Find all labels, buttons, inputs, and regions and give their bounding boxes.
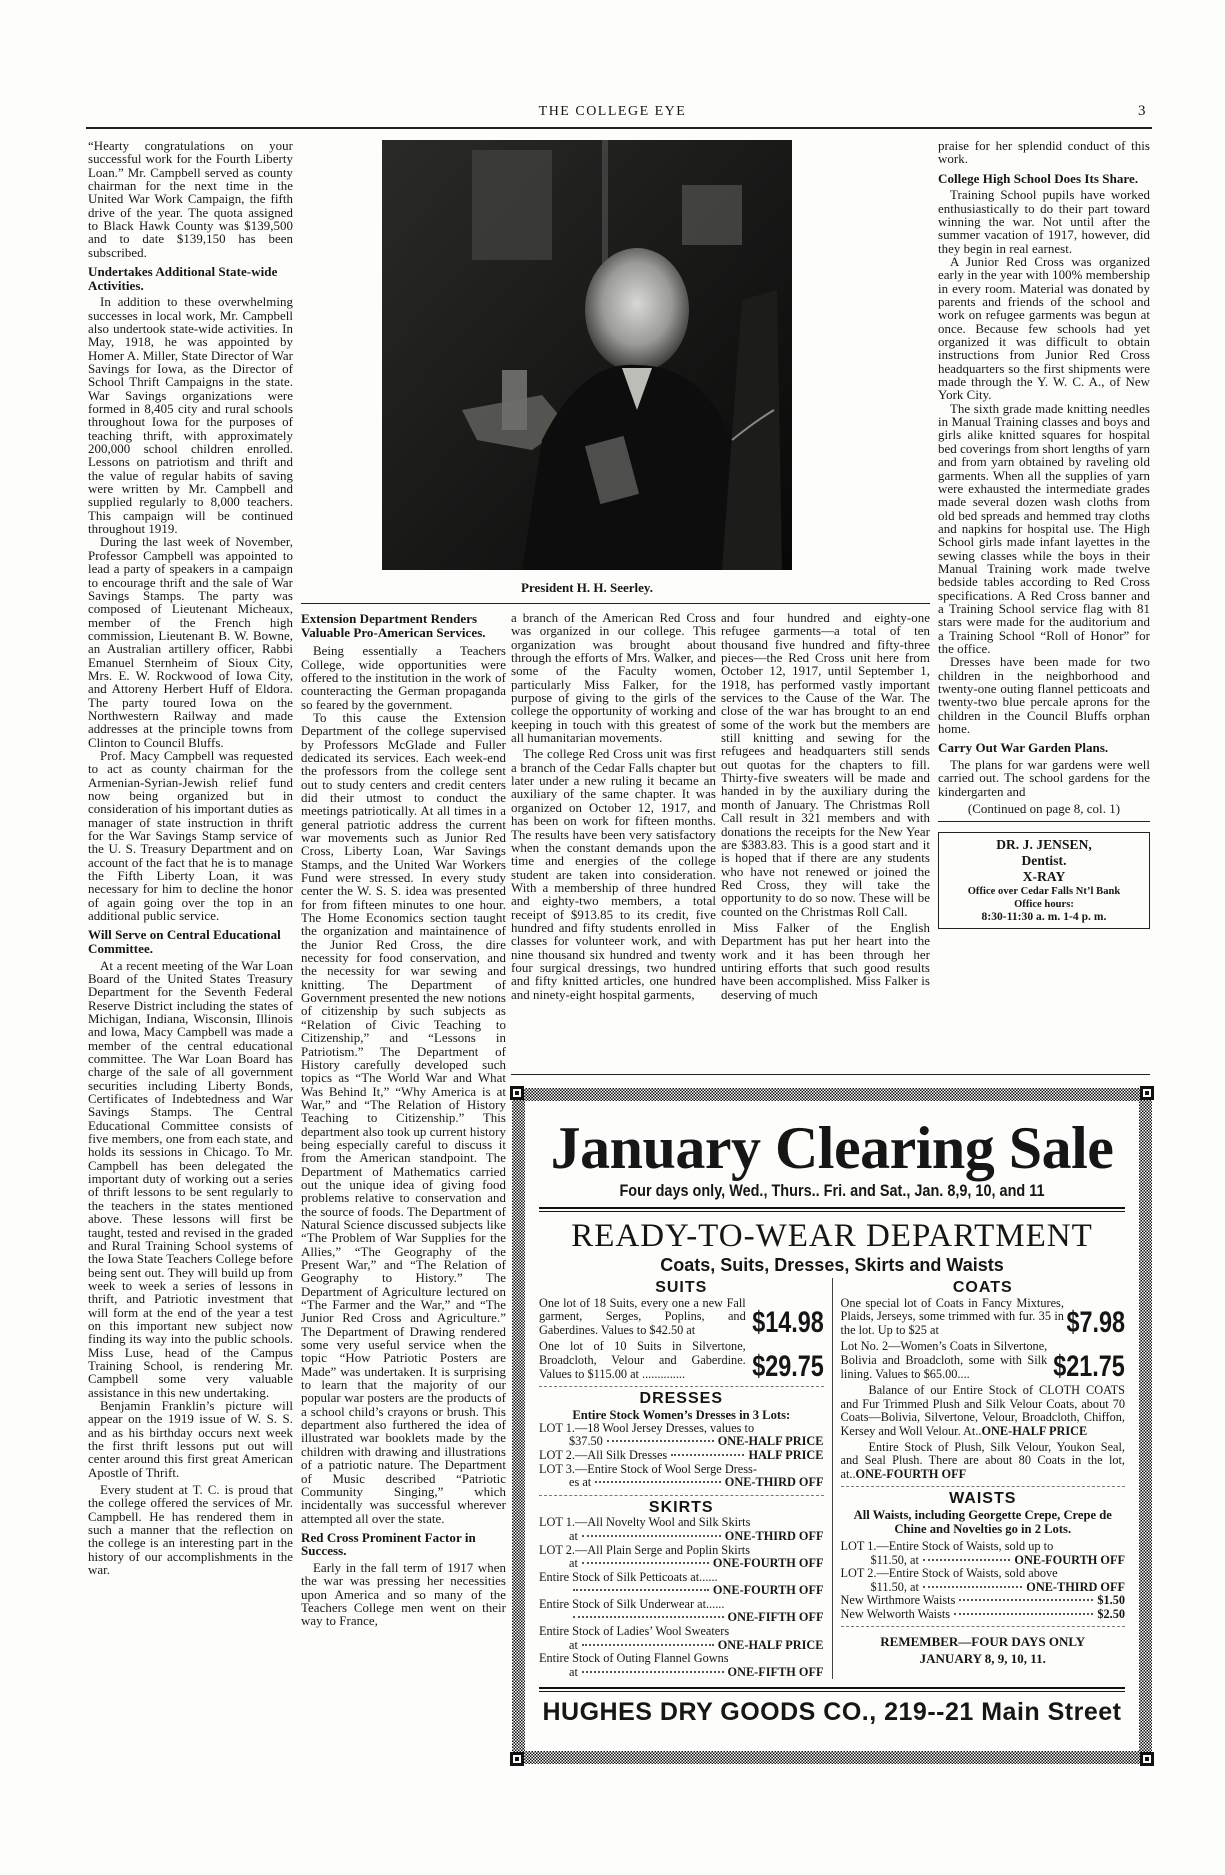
column-1 <box>88 140 293 1577</box>
suits-heading: SUITS <box>655 1279 708 1296</box>
ad-dates: Four days only, Wed., Thurs.. Fri. and Sat., Jan. 8,9, 10, and 11 <box>619 1181 1045 1200</box>
paragraph: Miss Falker of the English Department has put her heart into the work and it has been through her untiring efforts that such good results have been accomplished. Miss Falker is deserving of much <box>721 920 930 1002</box>
paragraph: The sixth grade made knitting needles in Manual Training classes and boys and girls alike knitted squares for hospital bed coverings from short lengths of yarn and from yarn obtained by raveling old garments. When all the supplies of yarn were exhausted the intermediate grades made several dozen wash cloths from old bed spreads and hemmed tray cloths and napkins for hospital use. The High School girls made infant layettes in the sewing classes while the boys in their Manual Training work made twelve bedside tables according to Red Cross specifications. A Red Cross banner and a Training School service flag with 81 stars were made for the auditorium and a Training School “Roll of Honor” for the office. <box>938 401 1150 656</box>
waist-lot: New Wirthmore Waists $1.50 <box>840 1593 1125 1608</box>
dentist-hours: 8:30-11:30 a. m. 1-4 p. m. <box>981 911 1107 924</box>
portrait-image <box>382 140 792 570</box>
dress-lot: LOT 1.—18 Wool Jersey Dresses, values to $37.50 ONE-HALF PRICE <box>539 1420 824 1449</box>
paragraph: “Hearty congratulations on your successful work for the Fourth Liberty Loan.” Mr. Campbell served as county chairman for the next time in the United War Work Campaign, the fifth drive of the year. The quota assigned to Black Hawk County was $139,500 and to date $139,150 has been subscribed. <box>88 139 293 260</box>
skirt-lot: Entire Stock of Silk Petticoats at...... ONE-FOURTH OFF <box>539 1569 824 1598</box>
paragraph: Being essentially a Teachers College, wide opportunities were offered to the institution in the work of counteracting the German propaganda so feared by the government. <box>301 644 506 712</box>
hughes-sale-ad <box>512 1088 1152 1764</box>
paragraph: Dresses have been made for two children in the neighborhood and twenty-one outing flannel petticoats and twenty-two blue percale aprons for the children in the Council Bluffs orphan home. <box>938 655 1150 737</box>
suit-offer: One lot of 18 Suits, every one a new Fall garment, Serges, Poplins, and Gaberdines. Values to $42.50 at $14.98 <box>539 1295 824 1340</box>
dresses-subheading: Entire Stock Women’s Dresses in 3 Lots: <box>572 1407 791 1422</box>
subheading: Undertakes Additional State-wide Activities. <box>88 264 278 293</box>
skirt-lot: LOT 1.—All Novelty Wool and Silk Skirts at ONE-THIRD OFF <box>539 1515 824 1543</box>
ad-left-column <box>539 1278 833 1679</box>
subheading: Will Serve on Central Educational Committee. <box>88 927 281 957</box>
corner-ornament-icon <box>510 1752 524 1766</box>
waist-lot: New Welworth Waists $2.50 <box>840 1606 1125 1621</box>
waists-heading: WAISTS <box>949 1490 1017 1508</box>
dress-lot: LOT 3.—Entire Stock of Wool Serge Dress- es at ONE-THIRD OFF <box>539 1461 824 1490</box>
paragraph: During the last week of November, Professor Campbell was appointed to lead a party of speakers in a campaign to encourage thrift and the sale of War Savings Stamps. The party was composed of Lieutenant Micheaux, member of the French high commission, Lieutenant B. W. Bowne, an Australian artillery officer, Rabbi Emanuel Sternheim of Sioux City, Mrs. E. W. Rockwood of Iowa City, and Attoreny Herbert Huff of Eldora. The party toured Iowa on the Northwestern Railway and made addresses at the principle towns from Clinton to Council Bluffs. <box>88 535 293 750</box>
store-name-address: HUGHES DRY GOODS CO., 219--21 Main Street <box>542 1698 1122 1727</box>
suit-offer: One lot of 10 Suits in Silvertone, Broadcloth, Velour and Gaberdine. Values to $115.00 at .............. $29.75 <box>539 1339 824 1384</box>
paragraph: praise for her splendid conduct of this work. <box>938 139 1150 167</box>
subheading: Extension Department Renders Valuable Pro-American Services. <box>301 611 486 640</box>
coat-offer: Balance of our Entire Stock of CLOTH COATS and Fur Trimmed Plush and Silk Velour Coats, about 70 Coats—Bolivia, Silvertone, Velour, Broadcloth, Chiffon, Kersey and Woll Velour. At..ONE-HALF PRICE <box>840 1383 1125 1438</box>
coats-heading: COATS <box>952 1279 1013 1296</box>
paragraph: The plans for war gardens were well carried out. The school gardens for the kindergarten and <box>938 757 1150 799</box>
skirt-lot: LOT 2.—All Plain Serge and Poplin Skirts at ONE-FOURTH OFF <box>539 1542 824 1571</box>
paragraph: To this cause the Extension Department of the college supervised by Professors McGlade and Fuller dedicated its services. Each week-end the professors from the college sent out to study centers and credit centers did their utmost to conduct the meetings patriotically. At all times in a general patriotic address the current war movements such as Junior Red Cross, Liberty Loan, War Savings Stamps, and the United War Workers Fund were stressed. In every study center the W. S. S. idea was presented for from fifteen minutes to one hour. The Home Economics section taught the organization and maintainence of the Junior Red Cross, the dire necessity for food conservation, and the necessity for war sewing and knitting. The Department of Government presented the new notions of citizenship by such subjects as “Relation of Civic Teaching to Citizenship,” and “Lessons in Patriotism.” The Department of History carefully developed such topics as “The World War and What Was Behind It,” “Why America is at War,” and “The Relation of History Teaching to Citizenship.” This department also took up current history being especially careful to discuss it from the American standpoint. The Department of Mathematics carried out the unique idea of giving food problems relative to conservation and the source of foods. The Department of Natural Science discussed subjects like “The Problem of War Supplies for the Allies,” “The Geography of the Present War,” and “The Relation of Geography to History.” The Department of Agriculture lectured on “The Farmer and the War,” and “The Junior Red Cross and Agriculture.” The Department of Drawing rendered some very useful service when the topic “How Patriotic Posters are Made” was undertaken. It is surprising to learn that the majority of our popular war posters are the products of a school child’s crayons or brush. This department also furthered the idea of illustrated war booklets made by the children with drawing and illustrations of a patriotic nature. The Department of Music described “Patriotic Community Singing,” which incidentally was successful wherever attempted all over the state. <box>301 710 506 1526</box>
header-rule <box>86 127 1152 129</box>
paragraph: A Junior Red Cross was organized early in the year with 100% membership in every room. Material was donated by parents and friends of the school and work on refugee garments was begun at once. Because few schools had yet organized it was difficult to obtain instructions from Junior Red Cross headquarters so the first shipments were made through the Y. W. C. A., of New York City. <box>938 255 1150 403</box>
ad-title: January Clearing Sale <box>550 1115 1114 1181</box>
page-number: 3 <box>1138 103 1146 119</box>
dentist-xray: X-RAY <box>1022 869 1066 885</box>
portrait-photo <box>382 140 792 570</box>
paragraph: In addition to these overwhelming successes in local work, Mr. Campbell also undertook state-wide activities. In May, 1918, he was appointed by Homer A. Miller, State Director of War Savings for Iowa, as the Director of School Thrift Campaigns in the state. War Savings organizations were formed in 8,405 city and rural schools throughout Iowa for the purposes of teaching thrift, with approximately 200,000 school children enrolled. Lessons on patriotism and thrift and the value of regular habits of saving were written by Mr. Campbell and supplied regularly to 8,000 teachers. This campaign will be continued throughout 1919. <box>88 295 293 537</box>
dentist-ad <box>938 832 1150 929</box>
ad-department: READY-TO-WEAR DEPARTMENT <box>571 1218 1093 1254</box>
remember-note: REMEMBER—FOUR DAYS ONLY JANUARY 8, 9, 10, 11. <box>880 1634 1086 1667</box>
dentist-name: DR. J. JENSEN, <box>996 837 1092 853</box>
corner-ornament-icon <box>1140 1752 1154 1766</box>
paragraph: At a recent meeting of the War Loan Board of the United States Treasury Department for the Seventh Federal Reserve District including the states of Michigan, Indiana, Wisconsin, Illinois and Iowa, Macy Campbell was made a member of the central educational committee. The War Loan Board has charge of the sale of all government securities including Liberty Bonds, Certificates of Indebtedness and War Savings Stamps. The Central Educational Committee consists of five members, one from each state, and holds its sessions in Chicago. To Mr. Campbell has been delegated the important duty of working out a series of thrift lessons to be sent regularly to the teachers in the states mentioned above. These lessons will first be taught, tested and revised in the graded and Rural Training School systems of the Iowa State Teachers College before being sent out. They will build up from week to week a series of lessons in thrift, and Patriotic investment that will form at the end of the year a test on this important new subject now finding its way into the public schools. Miss Luse, head of the Campus Training School, is rendering Mr. Campbell some very valuable assistance in this new undertaking. <box>88 958 293 1400</box>
coat-offer: One special lot of Coats in Fancy Mixtures, Plaids, Jerseys, some trimmed with fur. 35 in the lot. Up to $25 at $7.98 <box>840 1295 1125 1340</box>
corner-ornament-icon <box>510 1086 524 1100</box>
paragraph: Training School pupils have worked enthusiastically to do their part toward winning the war. Not until after the summer vacation of 1917, however, did they begin in real earnest. <box>938 188 1150 256</box>
masthead-title: THE COLLEGE EYE <box>538 104 687 119</box>
paragraph: and four hundred and eighty-one refugee garments—a total of ten thousand five hundred and fifty-three pieces—the Red Cross unit here from October 12, 1917, until September 1, 1918, has performed vastly important services to the Cause of the War. The close of the war has brought to an end some of the work but the members are still knitting and sewing for the refugees and headquarters still sends out quotas for the chapters to fill. Thirty-five sweaters will be made and handed in by the auxiliary during the month of January. The Christmas Roll Call result in 321 members and with donations the receipts for the New Year are $383.83. This is a good start and it is hoped that if there are any students who have not renewed or joined the Red Cross, they will take the opportunity to do so now. These will be counted on the Christmas Roll Call. <box>721 611 930 919</box>
paragraph: Prof. Macy Campbell was requested to act as county chairman for the Armenian-Syrian-Jewish relief fund now being organized but in consideration of his important duties as manager of state instruction in thrift for the War Savings Stamp service of the U. S. Treasury Department and on account of the fact that he is to manage the Fifth Liberty Loan, it was necessary for him to decline the honor of again going over the top in an additional public service. <box>88 748 293 924</box>
skirt-lot: Entire Stock of Ladies’ Wool Sweaters at ONE-HALF PRICE <box>539 1624 824 1652</box>
dress-lot: LOT 2.—All Silk Dresses HALF PRICE <box>539 1447 824 1462</box>
coat-offer: Entire Stock of Plush, Silk Velour, Youkon Seal, and Seal Plush. There are about 80 Coats in the lot, at..ONE-FOURTH OFF <box>840 1439 1125 1481</box>
column-3 <box>511 612 716 1002</box>
skirt-lot: Entire Stock of Outing Flannel Gowns at ONE-FIFTH OFF <box>539 1651 824 1679</box>
ad-subtitle: Coats, Suits, Dresses, Skirts and Waists <box>660 1255 1004 1275</box>
waist-lot: LOT 1.—Entire Stock of Waists, sold up to $11.50, at ONE-FOURTH OFF <box>840 1538 1125 1567</box>
skirt-lot: Entire Stock of Silk Underwear at...... ONE-FIFTH OFF <box>539 1596 824 1625</box>
ad-top-rule <box>511 1074 1150 1075</box>
subheading: Carry Out War Garden Plans. <box>938 740 1109 756</box>
photo-caption: President H. H. Seerley. <box>521 580 653 595</box>
continued-note: (Continued on page 8, col. 1) <box>967 802 1121 816</box>
column-4 <box>721 612 930 1002</box>
dresses-heading: DRESSES <box>639 1390 723 1408</box>
dentist-title: Dentist. <box>1021 853 1067 869</box>
skirts-heading: SKIRTS <box>648 1498 714 1516</box>
paragraph: Benjamin Franklin’s picture will appear on the 1919 issue of W. S. S. and as his birthday occurs next week the first thrift lessons put out will center around this first great American Apostle of Thrift. <box>88 1398 293 1480</box>
waist-lot: LOT 2.—Entire Stock of Waists, sold above $11.50, at ONE-THIRD OFF <box>840 1566 1125 1594</box>
subheading: Red Cross Prominent Factor in Success. <box>301 1529 476 1559</box>
paragraph: Every student at T. C. is proud that the college offered the services of Mr. Campbell. He has rendered them in such a manner that the reflection on the college is an interesting part in the history of our accomplishments in the war. <box>88 1483 293 1578</box>
ad-right-column <box>833 1278 1126 1679</box>
paragraph: The college Red Cross unit was first a branch of the Cedar Falls chapter but later under a new ruling it became an auxiliary of the same chapter. It was organized on October 12, 1917, and has been on work for fifteen months. The results have been very satisfactory when the constant demands upon the time and energies of the college student are taken into consideration. With a membership of three hundred and eighty-two members, a total receipt of $913.85 to its credit, five hundred and fifty students enrolled in classes for volunteer work, and with nine thousand six hundred and twenty four surgical dressings, two hundred and fifty knitted articles, one hundred and ninety-eight hospital garments, <box>511 747 716 1002</box>
subheading: College High School Does Its Share. <box>938 170 1139 186</box>
paragraph: a branch of the American Red Cross was organized in our college. This organization was brought about through the efforts of Mrs. Walker, and some of the Faculty women, particularly Miss Falker, for the purpose of giving to the girls of the college the opportunity of working and keeping in touch with this greatest of all humanitarian movements. <box>511 611 716 746</box>
dentist-office: Office over Cedar Falls Nt’l Bank <box>967 886 1121 898</box>
column-2 <box>301 612 506 1629</box>
paragraph: Early in the fall term of 1917 when the war was pressing her necessities upon America and so many of the Teachers College men went on their way to France, <box>301 1561 506 1629</box>
caption-rule <box>301 603 930 604</box>
dentist-hours-label: Office hours: <box>1014 899 1074 911</box>
waists-subheading: All Waists, including Georgette Crepe, Crepe de Chine and Novelties go in 2 Lots. <box>853 1507 1112 1536</box>
coat-offer: Lot No. 2—Women’s Coats in Silvertone, Bolivia and Broadcloth, some with Silk lining. Values to $65.00.... $21.75 <box>840 1339 1125 1384</box>
corner-ornament-icon <box>1140 1086 1154 1100</box>
column-5 <box>938 140 1150 929</box>
